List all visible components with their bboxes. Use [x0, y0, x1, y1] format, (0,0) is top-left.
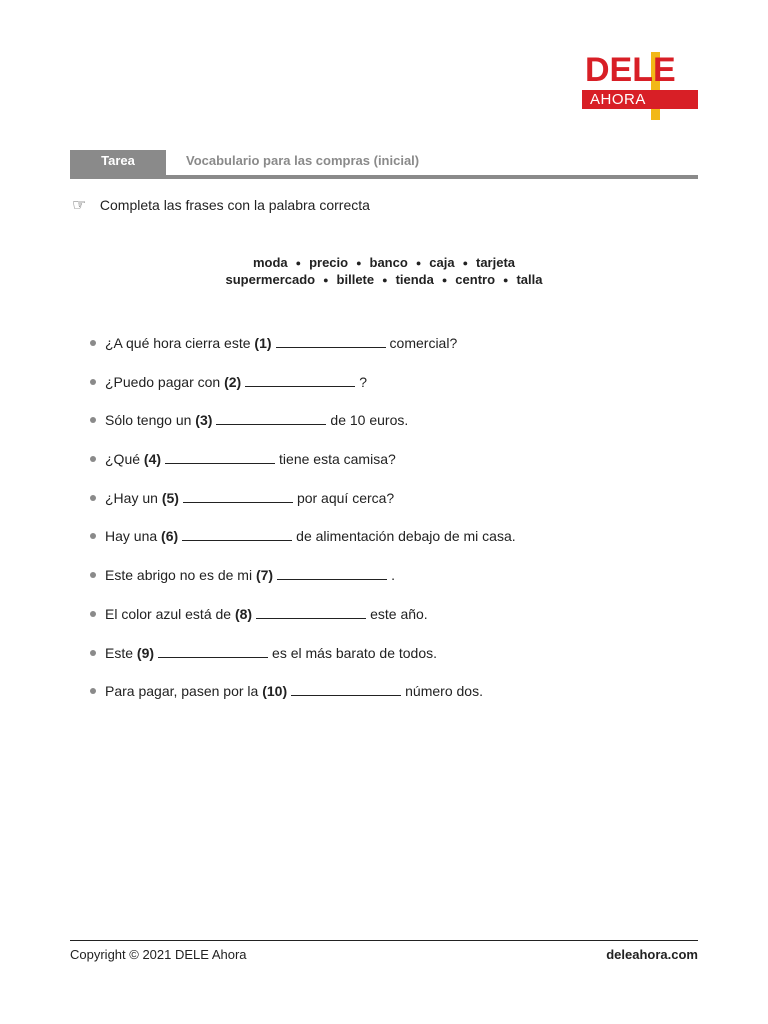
question-text-after: este año. — [370, 605, 428, 622]
bullet-icon — [90, 379, 96, 385]
question-item — [90, 373, 710, 412]
bullet-icon — [90, 340, 96, 346]
question-text-before: Hay una — [105, 528, 158, 545]
bullet-separator: ● — [462, 258, 468, 268]
bullet-icon — [90, 611, 96, 617]
word-bank-item: centro — [455, 272, 496, 287]
word-bank-item: caja — [429, 255, 455, 270]
question-item — [90, 527, 710, 566]
answer-blank[interactable] — [256, 605, 366, 619]
bullet-separator: ● — [356, 258, 362, 268]
answer-blank[interactable] — [277, 566, 387, 580]
question-number: (8) — [234, 605, 253, 622]
answer-blank[interactable] — [276, 334, 386, 348]
bullet-separator: ● — [382, 275, 388, 285]
instruction — [72, 196, 370, 215]
question-text-after: . — [391, 567, 395, 584]
question-text-after: de alimentación debajo de mi casa. — [296, 528, 516, 545]
question-text-before: ¿Qué — [105, 451, 141, 468]
question-number: (1) — [254, 335, 272, 351]
word-bank — [0, 254, 768, 288]
footer-copyright: Copyright © 2021 DELE Ahora — [70, 947, 247, 962]
question-number: (2) — [224, 373, 242, 390]
question-number: (6) — [161, 528, 179, 545]
bullet-icon — [90, 533, 96, 539]
question-text-after: ? — [359, 373, 368, 390]
question-item — [90, 411, 710, 450]
answer-blank[interactable] — [158, 644, 268, 658]
answer-blank[interactable] — [291, 682, 401, 696]
bullet-separator: ● — [323, 275, 329, 285]
question-item — [90, 682, 710, 721]
question-text-before: Este — [105, 644, 134, 661]
word-bank-line-1 — [0, 254, 768, 271]
question-number: (7) — [255, 567, 274, 584]
question-text-before: ¿A qué hora cierra este — [105, 335, 251, 351]
pointing-hand-icon: ☞ — [72, 197, 87, 214]
question-list — [90, 334, 710, 721]
question-number: (5) — [161, 489, 179, 506]
question-text-after: de 10 euros. — [330, 412, 409, 429]
question-text-after: comercial? — [389, 335, 458, 351]
dele-ahora-logo — [582, 50, 700, 122]
bullet-icon — [90, 456, 96, 462]
bullet-icon — [90, 417, 96, 423]
task-header — [70, 150, 698, 179]
answer-blank[interactable] — [245, 373, 355, 387]
task-divider — [70, 175, 698, 179]
question-text-after: número dos. — [405, 683, 483, 700]
bullet-separator: ● — [503, 275, 509, 285]
question-text-before: Sólo tengo un — [105, 412, 192, 429]
question-text-after: es el más barato de todos. — [272, 644, 438, 661]
word-bank-item: talla — [516, 272, 543, 287]
question-text-before: ¿Hay un — [105, 489, 158, 506]
word-bank-line-2 — [0, 271, 768, 288]
question-text-before: ¿Puedo pagar con — [105, 373, 221, 390]
word-bank-item: billete — [336, 272, 375, 287]
question-text-before: Este abrigo no es de mi — [105, 567, 253, 584]
question-text-before: El color azul está de — [105, 605, 232, 622]
task-title: Vocabulario para las compras (inicial) — [186, 153, 420, 168]
bullet-icon — [90, 688, 96, 694]
instruction-text: Completa las frases con la palabra correcta — [99, 197, 370, 213]
question-number: (9) — [136, 644, 155, 661]
footer — [70, 940, 698, 962]
question-text-before: Para pagar, pasen por la — [105, 683, 259, 700]
word-bank-item: supermercado — [225, 272, 316, 287]
bullet-separator: ● — [295, 258, 302, 268]
footer-site: deleahora.com — [606, 947, 698, 962]
question-text-after: por aquí cerca? — [296, 489, 395, 506]
bullet-icon — [90, 572, 96, 578]
question-number: (4) — [143, 451, 162, 468]
word-bank-item: banco — [369, 255, 408, 270]
question-item — [90, 644, 710, 683]
question-item — [90, 489, 710, 528]
task-label: Tarea — [70, 150, 166, 176]
question-number: (3) — [195, 412, 213, 429]
logo-bottom-word: AHORA — [590, 91, 646, 108]
question-text-after: tiene esta camisa? — [279, 451, 396, 468]
answer-blank[interactable] — [165, 450, 275, 464]
word-bank-item: moda — [252, 255, 288, 270]
bullet-icon — [90, 650, 96, 656]
word-bank-item: precio — [309, 255, 349, 270]
bullet-separator: ● — [415, 258, 422, 268]
answer-blank[interactable] — [182, 527, 292, 541]
question-item — [90, 334, 710, 373]
bullet-separator: ● — [441, 275, 448, 285]
question-item — [90, 605, 710, 644]
word-bank-item: tienda — [395, 272, 434, 287]
answer-blank[interactable] — [216, 411, 326, 425]
bullet-icon — [90, 495, 96, 501]
question-item — [90, 450, 710, 489]
question-item — [90, 566, 710, 605]
logo-top-word: DELE — [585, 51, 676, 89]
question-number: (10) — [262, 683, 288, 700]
answer-blank[interactable] — [183, 489, 293, 503]
word-bank-item: tarjeta — [476, 255, 516, 270]
